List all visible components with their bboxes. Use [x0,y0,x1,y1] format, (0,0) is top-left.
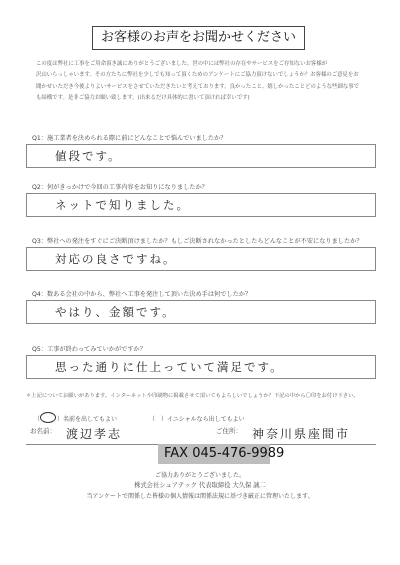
question-3 [26,237,376,271]
page-title: お客様のお声をお聞かせください [92,26,305,50]
question-5 [26,345,376,379]
publish-options [34,412,275,423]
address-label: ご住所： [216,427,242,435]
question-1 [26,134,376,168]
intro-line: も結構です。是非ご協力お願い致します。(出来るだけ具体的に書いて頂ければ幸いです) [36,94,250,101]
question-label: Q4：数ある会社の中から、弊社へ工事を発注して頂いた決め手は何でしたか？ [32,291,252,298]
company-text: 株式会社シュアテック 代表取締役 大久保 誠二 [134,482,266,489]
option-name-ok[interactable]: （ ）名前を出してもよい [34,412,117,423]
answer-text: 対応の良さですね。 [55,252,177,266]
option-initial-ok[interactable]: （ ）イニシャルなら出してもよい [148,416,245,423]
intro-line: 聞かせいただき今後よりよいサービスをさせていただきたいと考えております。良かったこと、嬉しかったことどのような些細な事で [36,83,360,90]
name-label: お名前： [30,427,56,435]
answer-box[interactable] [26,144,376,168]
question-label: Q3：弊社への発注をすぐにご決断頂けましたか？もしご決断されなかったとしたらどんなことが不安になりましたか？ [32,238,363,245]
option-label: イニシャルなら出してもよい [166,416,245,423]
name-field[interactable]: 渡辺孝志 [66,427,123,441]
answer-box[interactable] [26,355,376,379]
name-address-row [26,424,376,445]
question-label: Q2：何がきっかけで今回の工事内容をお知りになりましたか？ [32,184,208,191]
selected-circle-icon [40,412,56,423]
answer-text: 思った通りに仕上っていて満足です。 [55,360,284,374]
answer-text: ネットで知りました。 [55,198,190,212]
question-label: Q1：施工業者を決められる際に前にどんなことで悩んでいましたか？ [32,135,227,142]
option-label: 名前を出してもよい [63,416,118,423]
answer-text: 値段です。 [55,149,122,163]
question-label: Q5：工事が終わってみていかがですか？ [32,346,146,353]
answer-box[interactable] [26,193,376,217]
address-field[interactable]: 神奈川県座間市 [252,427,351,441]
intro-line: この度は弊社に工事をご用命頂き誠にありがとうございました。世の中には弊社の存在やサービスをご存知ないお客様が [36,61,328,67]
intro-line: 沢山いらっしゃいます。その方たちに弊社を少しでも知って頂くためのアンケートにご協力頂けないでしょうか？お客様のご意見をお [36,72,359,79]
privacy-text: 当アンケートで関係した皆様の個人情報は関係法規に基づき厳正に管理いたします。 [86,493,314,500]
permission-note: ＊上記についてお願いがあります。インターネットや印刷物に掲載させて頂いてもよろしいでしょうか？下記の中から〇印をお付け下さい。 [26,393,359,399]
question-2 [26,183,376,217]
answer-box[interactable] [26,300,376,324]
answer-text: やはり、金額です。 [55,305,176,319]
intro-text [36,59,376,104]
question-4 [26,290,376,324]
answer-box[interactable] [26,247,376,271]
thanks-text: ご協力ありがとうございました。 [154,472,245,479]
fax-number: FAX 045-476-9989 [158,444,270,464]
